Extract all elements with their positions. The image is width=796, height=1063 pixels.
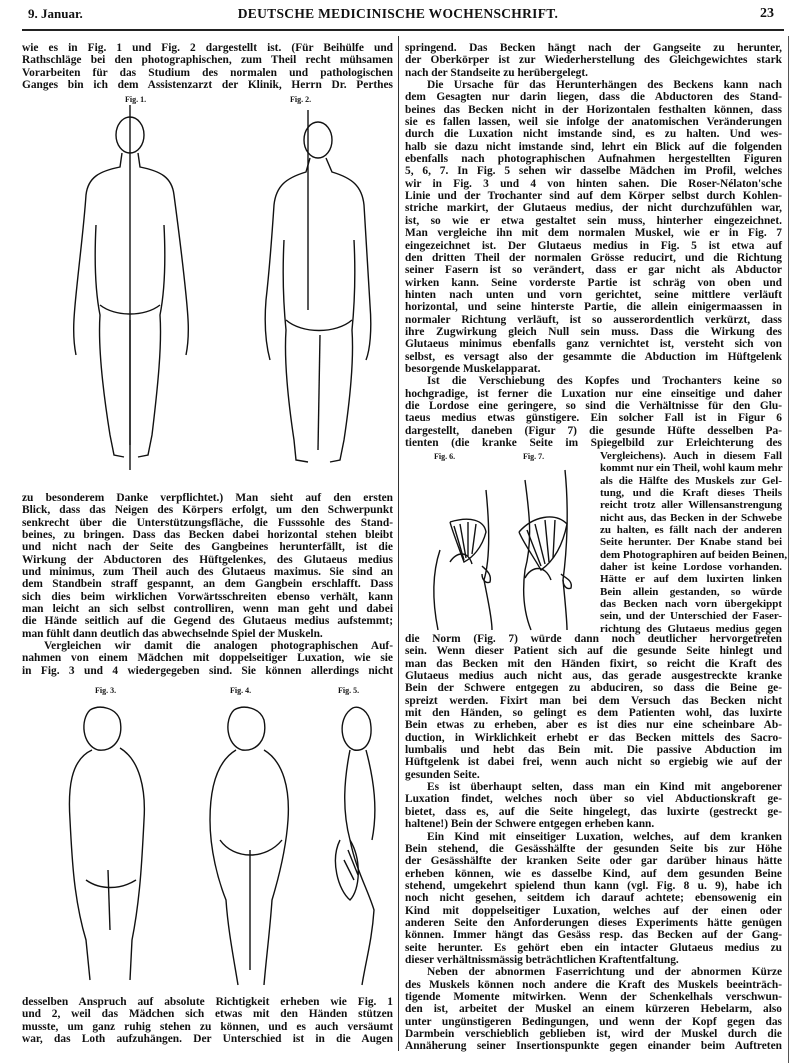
text-line: des Muskels können noch andere die Kraft des Muskels beeinträch- [405,978,782,991]
text-line: Hätte er auf dem luxirten linken [600,573,782,586]
text-line: seite herunter. Es gehört eben ein intacter Glutaeus medius zu [405,941,782,954]
text-line: Bein allein gestanden, so würde [600,585,782,598]
text-line: Glutaeus medius auch nicht aus, das gerade ausgestreckte kranke [405,670,782,683]
text-line: Die Ursache für das Herunterhängen des Beckens kann nach [427,79,782,92]
text-line: sein. Wenn dieser Patient sich auf die gesunde Seite hinlegt und [405,645,782,658]
left-text-top [22,42,393,91]
text-line: nicht aus, das Becken in der Schwebe [600,511,782,524]
text-line: senkrecht über die Unterstützungsfläche, die Fusssohle des Stand- [22,516,393,529]
text-line: 5, 6, 7. In Fig. 5 sehen wir dasselbe Mädchen im Profil, welches [405,165,782,178]
text-line: Vergleichen wir damit die analogen photographischen Auf- [44,640,393,653]
text-line: ihre Zugwirkung gleich Null sein muss. Dass die Wirkung des [405,325,782,338]
left-text-middle [22,492,393,677]
text-line: zu halten, es fällt nach der anderen [600,524,782,537]
text-line: Kind mit doppelseitiger Luxation, welches auf der einen oder [405,904,782,917]
text-line: Annäherung seiner Insertionspunkte gegen einander beim Auftreten [405,1040,782,1053]
text-line: wirken kann. Seine vorderste Partie ist schräg von oben und [405,276,782,289]
text-line: sich dies beim wirklichen Vorwärtsschreiten ebenso verhält, kann [22,590,393,603]
text-line: ist, so wie er etwa gestaltet sein muss, hinterher eingezeichnet. [405,214,782,227]
text-line: horizontal, und seine hinterste Partie, die allein einigermaassen in [405,301,782,314]
text-line: daher ist keine Lordose vorhanden. [600,561,782,574]
paragraph [22,640,393,677]
text-line: hinten nach unten und vorn gerichtet, seine mittlere verläuft [405,288,782,301]
text-line: in Fig. 3 und 4 wiedergegeben sind. Sie können allerdings nicht [22,664,393,677]
text-line: wie es in Fig. 1 und Fig. 2 dargestellt ist. (Für Beihülfe und [22,42,393,54]
text-line: duction, in Wirklichkeit erhebt er das Becken mittels des Sacro- [405,731,782,744]
figure-4-illustration [190,700,310,990]
text-line: Linie und der Trochanter sind auf dem Körper selbst durch Kohlen- [405,190,782,203]
header-date: 9. Januar. [28,6,83,21]
text-line: halb sie dazu nicht imstande sind, lehrt ein Blick auf die folgenden [405,140,782,153]
text-line: Blick, dass das Neigen des Körpers erfolgt, um den Schwerpunkt [22,504,393,517]
fig1-label: Fig. 1. [125,95,147,104]
text-line: hochgradige, ist ferner die Luxation nur eine einseitige und daher [405,387,782,400]
text-line: kommt nur ein Theil, wohl kaum mehr [600,462,783,475]
text-line: Glutaeus minimus ebenfalls ganz vernichtet ist, versteht sich von [405,338,782,351]
text-line: der Gesässhälfte der kranken Seite oder gar darüber hinaus hätte [405,855,782,868]
text-line: Ist die Verschiebung des Kopfes und Trochanters keine so [427,375,782,388]
text-line: Luxation findet, welches noch über so viel Abductionskraft ge- [405,793,782,806]
text-line: als die Hälfte des Muskels zur Gel- [600,474,782,487]
text-line: Bein der Schwere entgegen zu abduciren, so dass die Beine ge- [405,682,782,695]
text-line: und 2, weil das Mädchen sich etwas mit den Händen stützen [22,1008,393,1021]
text-line: besorgende Muskelapparat. [405,362,541,375]
text-line: sie es fallen lassen, weil sie infolge der anatomischen Veränderungen [405,116,782,129]
text-line: dem Standbein straff gespannt, an dem Gangbein erschlafft. Dass [22,578,393,591]
text-line: das Becken nach vorn übergekippt [600,598,782,611]
text-line: man fühlt dann deutlich das abwechselnde Spiel der Muskeln. [22,627,323,640]
text-line: die Lordose eine geringere, so sind die Verhältnisse für den Glu- [405,399,782,412]
paragraph [405,633,782,781]
header-rule [22,29,784,31]
paragraph [405,79,782,375]
text-line: den ist, arbeitet der Muskel an einem kürzeren Hebelarm, also [405,1003,782,1016]
figure-1-illustration [60,105,210,475]
paragraph [405,966,782,1052]
paragraph [405,42,782,79]
text-line: striche markirt, der Glutaeus medius, der nicht durchzufühlen war, [405,202,782,215]
right-text-top [405,42,782,449]
fig7-label: Fig. 7. [523,452,545,461]
text-line: Vorarbeiten für das Studium des normalen und pathologischen [22,66,393,79]
figure-3-illustration [50,700,170,990]
left-text-bottom [22,996,393,1045]
text-line: und minimus, zum Theil auch des Glutaeus maximus. Sie sind an [22,566,393,579]
text-line: seiner Fasern ist so verändert, dass er gar nicht als Abductor [405,264,782,277]
text-line: wir in Fig. 3 und 4 von hinten sahen. Die Roser-Nélaton'sche [405,177,782,190]
text-line: beines das Becken nicht in der Horizontalen festhalten können, dass [405,103,782,116]
journal-title: DEUTSCHE MEDICINISCHE WOCHENSCHRIFT. [237,6,559,21]
text-line: reicht trotz aller Willensanstrengung [600,499,782,512]
text-line: spreizt werden. Fixirt man bei dem Versuch das Becken nicht [405,694,782,707]
paragraph [22,42,393,91]
text-line: Ein Kind mit einseitiger Luxation, welches, auf dem kranken [427,830,782,843]
text-line: Bein etwas zu erheben, aber es ist dies nur eine scheinbare Ab- [405,719,782,732]
paragraph [405,375,782,449]
text-line: dieser verhältnissmässig beträchtlichen Kraftentfaltung. [405,953,679,966]
text-line: Ganges bin ich dem Assistenzarzt der Klinik, Herrn Dr. Perthes [22,79,393,92]
figure-5-illustration [320,700,400,990]
text-line: anderen Seite den Anforderungen dieses Experiments hätte genügen [405,916,782,929]
text-line: Neben der abnormen Faserrichtung und der abnormen Kürze [427,966,782,979]
text-line: Man vergleiche ihn mit dem normalen Muskel, wie er in Fig. 7 [405,227,782,240]
paragraph [22,492,393,640]
text-line: Bein stehend, die Gesässhälfte der gesunden Seite bis zur Höhe [405,842,782,855]
right-text-narrow [600,450,788,635]
text-line: selbst, es versagt also der gesammte die Abduction im Hüftgelenk [405,350,782,363]
fig4-label: Fig. 4. [230,686,252,695]
text-line: bietet, dass es, auf die Seite hingelegt, das luxirte (gestreckt ge- [405,805,782,818]
text-line: Rathschläge bei den photographischen, zum Theil recht mühsamen [22,54,393,67]
text-line: desselben Anspruch auf absolute Richtigkeit erheben wie Fig. 1 [22,996,393,1008]
figure-6-illustration [420,470,510,630]
text-line: stehend, umgekehrt spielend thun kann (vgl. Fig. 8 u. 9), habe ich [405,879,782,892]
text-line: Vergleichens). Auch in diesem Fall [600,450,782,462]
text-line: Darmbein verschieblich geblieben ist, wird der Muskel durch die [405,1028,782,1040]
paragraph [405,831,782,967]
text-line: Wirkung der Abductoren des Hüftgelenkes, des Glutaeus medius [22,553,393,566]
fig3-label: Fig. 3. [95,686,117,695]
text-line: musste, um ganz ruhig stehen zu können, und es auch versäumt [22,1020,393,1033]
text-line: man leicht an sich selbst controlliren, wenn man geht und dabei [22,603,393,616]
text-line: richtung des Glutaeus medius gegen [600,622,782,635]
text-line: Seite herunter. Der Knabe stand bei [600,536,782,549]
right-text-bottom [405,633,782,1053]
text-line: normaler Richtung verläuft, ist so ausserordentlich verkürzt, dass [405,313,782,326]
text-line: den dritten Theil der normalen Grösse reducirt, und die Richtung [405,251,782,264]
figure-7-illustration [505,470,605,630]
fig2-label: Fig. 2. [290,95,312,104]
text-line: sein, und der Unterschied der Faser- [600,610,782,623]
text-line: haltene!) Bein der Schwere entgegen erheben kann. [405,818,655,831]
text-line: dem Photographiren auf beiden Beinen, [600,548,788,561]
text-line: dargestellt, daneben (Figur 7) die gesunde Hüfte desselben Pa- [405,424,782,437]
text-line: man das Becken mit den Händen fixirt, so reicht die Kraft des [405,657,782,670]
text-line: gesunden Seite. [405,768,480,781]
text-line: Es ist überhaupt selten, dass man ein Kind mit angeborener [427,781,782,794]
text-line: die Norm (Fig. 7) würde dann noch deutlicher hervorgetreten [405,633,782,645]
text-line: ebenfalls nach photographischen Aufnahmen hergestellten Figuren [405,153,782,166]
text-line: Hüftgelenk ist dabei frei, wenn auch nicht so ergiebig wie auf der [405,756,782,769]
text-line: lumbalis und hebt das Bein mit. Die passive Abduction im [405,744,782,757]
text-line: springend. Das Becken hängt nach der Gangseite zu herunter, [405,42,782,54]
text-line: unter ungünstigeren Bedingungen, und wenn der Kopf gegen das [405,1015,782,1028]
paragraph [405,781,782,830]
text-line: nach der Standseite zu herübergelegt. [405,66,588,79]
page-number: 23 [760,6,774,21]
paragraph [22,996,393,1045]
fig5-label: Fig. 5. [338,686,360,695]
text-line: mit den Händen, so gelingt es dem Patienten wohl, das luxirte [405,707,782,720]
text-line: beines, zu bringen. Dass das Becken dabei horizontal stehen bleibt [22,529,393,542]
text-line: war, das Loth aufzuhängen. Der Unterschied ist in die Augen [22,1033,393,1046]
text-line: der Oberkörper ist zur Wiederherstellung des Gleichgewichtes stark [405,54,782,67]
text-line: noch nicht gesehen, seitdem ich darauf achtete; ebensowenig ein [405,892,782,905]
text-line: erheben können, wie es dasselbe Kind, auf dem gesunden Beine [405,867,782,880]
text-line: taeus medius etwas günstigere. Ein solcher Fall ist in Figur 6 [405,412,782,425]
fig6-label: Fig. 6. [434,452,456,461]
page-edge [788,36,789,1063]
text-line: durch die Luxation nicht imstande sind, es zu halten. Und wes- [405,128,782,141]
text-line: tigende Momente mitwirken. Wenn der Schenkelhals verschwun- [405,990,782,1003]
text-line: dem Gesagten nur darin liegen, dass die Abductoren des Stand- [405,91,782,104]
figure-2-illustration [240,110,390,475]
text-line: zu besonderem Danke verpflichtet.) Man sieht auf den ersten [22,492,393,504]
text-line: nahmen von einem Mädchen mit doppelseitiger Luxation, wie sie [22,652,393,665]
text-line: eingezeichnet ist. Der Glutaeus medius in Fig. 5 ist etwa auf [405,239,782,252]
text-line: die Hände seitlich auf die Gegend des Glutaeus medius aufstemmt; [22,615,393,628]
text-line: tung, und die Kraft dieses Theils [600,487,782,500]
paragraph [600,450,788,635]
text-line: und nicht nach der Seite des Gangbeines herunterfällt, ist die [22,541,393,554]
text-line: tienten (die kranke Seite im Spiegelbild zur Erleichterung des [405,437,782,449]
text-line: können. Immer hängt das Gesäss resp. das Becken auf der Gang- [405,929,782,942]
